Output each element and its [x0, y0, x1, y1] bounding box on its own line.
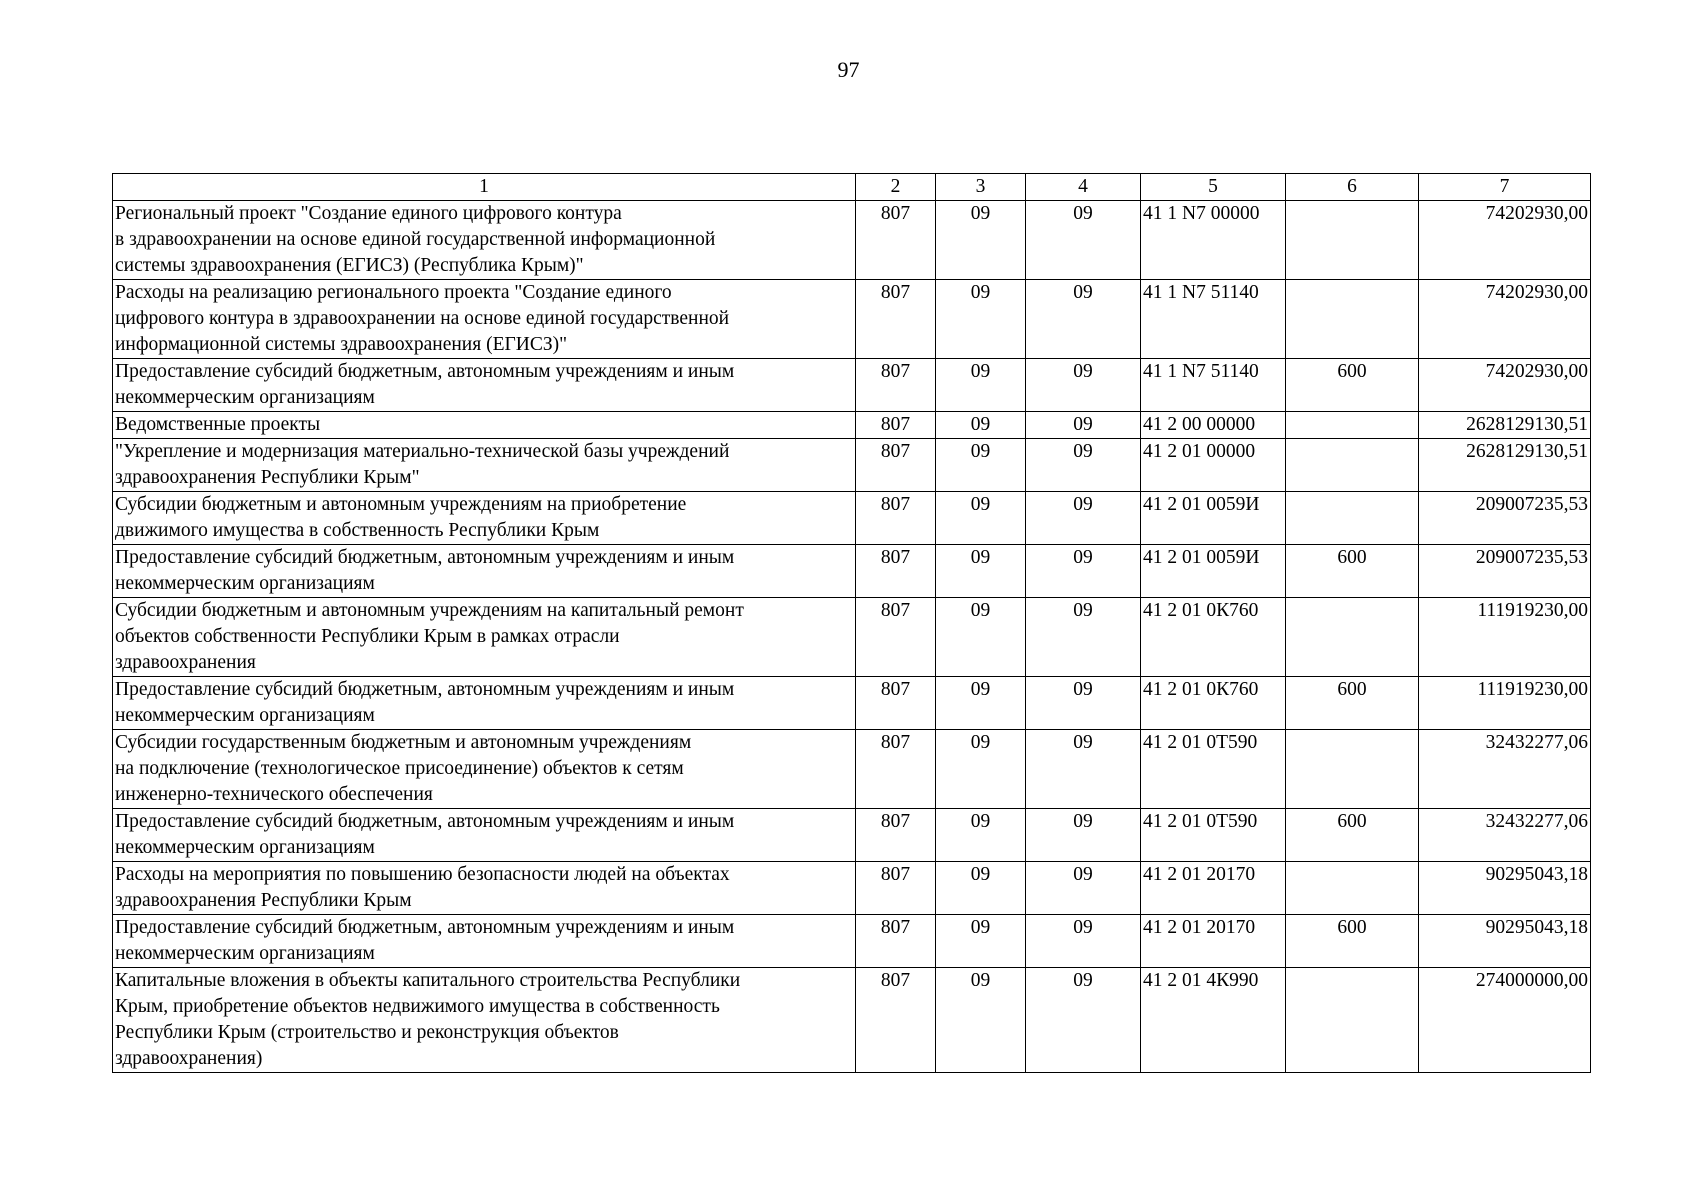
- section-code-cell: 09: [936, 412, 1026, 439]
- table-row: [113, 968, 1591, 1073]
- section-code-cell: 09: [936, 915, 1026, 968]
- table-row: [113, 412, 1591, 439]
- amount-cell: 32432277,06: [1419, 809, 1591, 862]
- target-article-cell: 41 2 01 0К760: [1141, 677, 1286, 730]
- subsection-code-cell: 09: [1026, 492, 1141, 545]
- table-row: [113, 359, 1591, 412]
- subsection-code-cell: 09: [1026, 915, 1141, 968]
- expense-name-cell: Предоставление субсидий бюджетным, автономным учреждениям и иным некоммерческим организациям: [113, 915, 856, 968]
- target-article-cell: 41 2 01 0К760: [1141, 598, 1286, 677]
- table-row: [113, 809, 1591, 862]
- expense-name-cell: Предоставление субсидий бюджетным, автономным учреждениям и иным некоммерческим организациям: [113, 809, 856, 862]
- expense-name-cell: Региональный проект "Создание единого цифрового контура в здравоохранении на основе единой государственной информационной системы здравоохранения (ЕГИСЗ) (Республика Крым)": [113, 201, 856, 280]
- amount-cell: 111919230,00: [1419, 677, 1591, 730]
- page-number: 97: [837, 57, 860, 82]
- ministry-code-cell: 807: [856, 730, 936, 809]
- table-row: [113, 915, 1591, 968]
- amount-cell: 111919230,00: [1419, 598, 1591, 677]
- column-header: 4: [1026, 174, 1141, 201]
- table-row: [113, 677, 1591, 730]
- ministry-code-cell: 807: [856, 359, 936, 412]
- table-row: [113, 201, 1591, 280]
- amount-cell: 74202930,00: [1419, 280, 1591, 359]
- section-code-cell: 09: [936, 862, 1026, 915]
- target-article-cell: 41 1 N7 00000: [1141, 201, 1286, 280]
- ministry-code-cell: 807: [856, 598, 936, 677]
- column-header: 7: [1419, 174, 1591, 201]
- amount-cell: 90295043,18: [1419, 862, 1591, 915]
- expense-type-cell: 600: [1286, 359, 1419, 412]
- ministry-code-cell: 807: [856, 915, 936, 968]
- section-code-cell: 09: [936, 492, 1026, 545]
- expense-name-cell: Предоставление субсидий бюджетным, автономным учреждениям и иным некоммерческим организациям: [113, 545, 856, 598]
- expense-name-cell: "Укрепление и модернизация материально-технической базы учреждений здравоохранения Республики Крым": [113, 439, 856, 492]
- expense-name-cell: Предоставление субсидий бюджетным, автономным учреждениям и иным некоммерческим организациям: [113, 677, 856, 730]
- expense-type-cell: [1286, 862, 1419, 915]
- target-article-cell: 41 2 01 00000: [1141, 439, 1286, 492]
- amount-cell: 2628129130,51: [1419, 439, 1591, 492]
- ministry-code-cell: 807: [856, 545, 936, 598]
- subsection-code-cell: 09: [1026, 412, 1141, 439]
- table-row: [113, 280, 1591, 359]
- expense-name-cell: Ведомственные проекты: [113, 412, 856, 439]
- subsection-code-cell: 09: [1026, 201, 1141, 280]
- table-row: [113, 439, 1591, 492]
- expense-type-cell: 600: [1286, 915, 1419, 968]
- expense-type-cell: [1286, 201, 1419, 280]
- column-header: 2: [856, 174, 936, 201]
- section-code-cell: 09: [936, 677, 1026, 730]
- budget-table: [112, 173, 1591, 1073]
- target-article-cell: 41 2 01 0Т590: [1141, 809, 1286, 862]
- section-code-cell: 09: [936, 359, 1026, 412]
- amount-cell: 209007235,53: [1419, 492, 1591, 545]
- subsection-code-cell: 09: [1026, 862, 1141, 915]
- target-article-cell: 41 1 N7 51140: [1141, 280, 1286, 359]
- subsection-code-cell: 09: [1026, 730, 1141, 809]
- ministry-code-cell: 807: [856, 862, 936, 915]
- amount-cell: 2628129130,51: [1419, 412, 1591, 439]
- section-code-cell: 09: [936, 545, 1026, 598]
- ministry-code-cell: 807: [856, 201, 936, 280]
- expense-type-cell: 600: [1286, 809, 1419, 862]
- section-code-cell: 09: [936, 439, 1026, 492]
- table-row: [113, 545, 1591, 598]
- subsection-code-cell: 09: [1026, 359, 1141, 412]
- target-article-cell: 41 2 01 0059И: [1141, 492, 1286, 545]
- ministry-code-cell: 807: [856, 439, 936, 492]
- expense-type-cell: [1286, 492, 1419, 545]
- table-row: [113, 862, 1591, 915]
- column-header: 1: [113, 174, 856, 201]
- ministry-code-cell: 807: [856, 280, 936, 359]
- amount-cell: 274000000,00: [1419, 968, 1591, 1073]
- expense-name-cell: Капитальные вложения в объекты капитального строительства Республики Крым, приобретение объектов недвижимого имущества в собственность Республики Крым (строительство и реконструкция объектов здравоохранения): [113, 968, 856, 1073]
- amount-cell: 209007235,53: [1419, 545, 1591, 598]
- expense-type-cell: [1286, 968, 1419, 1073]
- ministry-code-cell: 807: [856, 968, 936, 1073]
- subsection-code-cell: 09: [1026, 677, 1141, 730]
- target-article-cell: 41 2 01 0059И: [1141, 545, 1286, 598]
- column-header: 6: [1286, 174, 1419, 201]
- expense-name-cell: Субсидии бюджетным и автономным учреждениям на приобретение движимого имущества в собственность Республики Крым: [113, 492, 856, 545]
- target-article-cell: 41 1 N7 51140: [1141, 359, 1286, 412]
- section-code-cell: 09: [936, 280, 1026, 359]
- amount-cell: 32432277,06: [1419, 730, 1591, 809]
- ministry-code-cell: 807: [856, 677, 936, 730]
- table-row: [113, 730, 1591, 809]
- column-header: 3: [936, 174, 1026, 201]
- section-code-cell: 09: [936, 730, 1026, 809]
- target-article-cell: 41 2 00 00000: [1141, 412, 1286, 439]
- expense-name-cell: Субсидии государственным бюджетным и автономным учреждениям на подключение (технологическое присоединение) объектов к сетям инженерно-технического обеспечения: [113, 730, 856, 809]
- expense-name-cell: Субсидии бюджетным и автономным учреждениям на капитальный ремонт объектов собственности Республики Крым в рамках отрасли здравоохранения: [113, 598, 856, 677]
- subsection-code-cell: 09: [1026, 968, 1141, 1073]
- ministry-code-cell: 807: [856, 809, 936, 862]
- expense-type-cell: [1286, 412, 1419, 439]
- amount-cell: 74202930,00: [1419, 359, 1591, 412]
- amount-cell: 90295043,18: [1419, 915, 1591, 968]
- expense-type-cell: 600: [1286, 677, 1419, 730]
- expense-type-cell: [1286, 439, 1419, 492]
- target-article-cell: 41 2 01 0Т590: [1141, 730, 1286, 809]
- expense-name-cell: Расходы на мероприятия по повышению безопасности людей на объектах здравоохранения Республики Крым: [113, 862, 856, 915]
- target-article-cell: 41 2 01 20170: [1141, 915, 1286, 968]
- expense-type-cell: [1286, 280, 1419, 359]
- table-body: [113, 201, 1591, 1073]
- amount-cell: 74202930,00: [1419, 201, 1591, 280]
- subsection-code-cell: 09: [1026, 809, 1141, 862]
- ministry-code-cell: 807: [856, 492, 936, 545]
- expense-type-cell: [1286, 730, 1419, 809]
- subsection-code-cell: 09: [1026, 439, 1141, 492]
- expense-type-cell: 600: [1286, 545, 1419, 598]
- section-code-cell: 09: [936, 598, 1026, 677]
- subsection-code-cell: 09: [1026, 598, 1141, 677]
- expense-name-cell: Предоставление субсидий бюджетным, автономным учреждениям и иным некоммерческим организациям: [113, 359, 856, 412]
- expense-name-cell: Расходы на реализацию регионального проекта "Создание единого цифрового контура в здравоохранении на основе единой государственной информационной системы здравоохранения (ЕГИСЗ)": [113, 280, 856, 359]
- subsection-code-cell: 09: [1026, 280, 1141, 359]
- section-code-cell: 09: [936, 968, 1026, 1073]
- subsection-code-cell: 09: [1026, 545, 1141, 598]
- section-code-cell: 09: [936, 809, 1026, 862]
- target-article-cell: 41 2 01 20170: [1141, 862, 1286, 915]
- table-row: [113, 492, 1591, 545]
- table-header-row: [113, 174, 1591, 201]
- ministry-code-cell: 807: [856, 412, 936, 439]
- expense-type-cell: [1286, 598, 1419, 677]
- target-article-cell: 41 2 01 4К990: [1141, 968, 1286, 1073]
- column-header: 5: [1141, 174, 1286, 201]
- table-row: [113, 598, 1591, 677]
- section-code-cell: 09: [936, 201, 1026, 280]
